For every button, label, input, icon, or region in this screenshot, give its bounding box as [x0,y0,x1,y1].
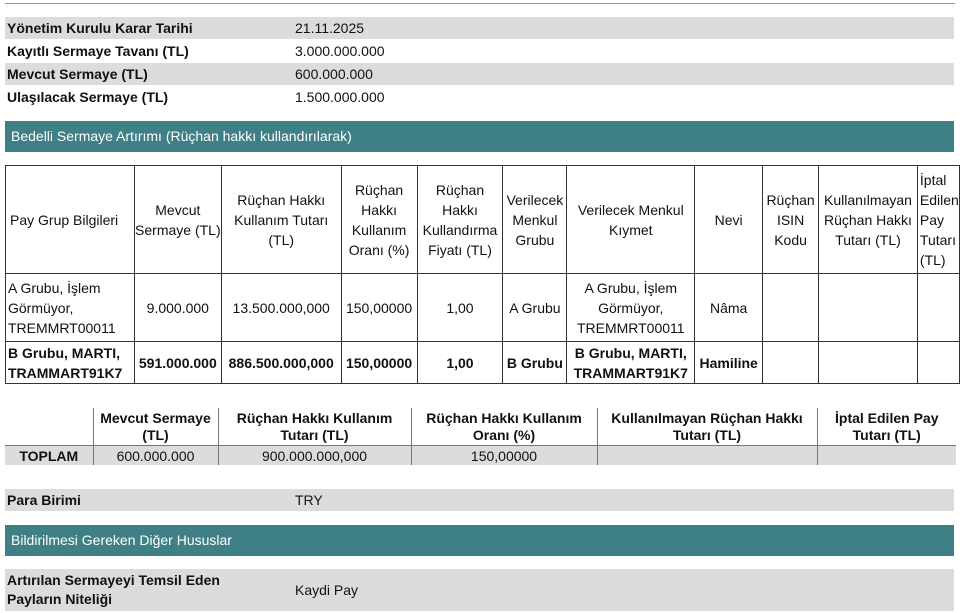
target-capital-label: Ulaşılacak Sermaye (TL) [7,89,169,105]
table-header-row [6,166,960,274]
decision-date-value: 21.11.2025 [295,20,365,36]
current-capital-row [5,63,954,85]
table-cell: 9.000.000 [134,274,221,342]
column-header: Mevcut Sermaye (TL) [93,408,218,446]
table-cell [597,446,817,466]
table-cell: B Grubu, MARTI, TRAMMART91K7 [6,342,135,384]
target-capital-value: 1.500.000.000 [295,89,385,105]
registered-capital-ceiling-label: Kayıtlı Sermaye Tavanı (TL) [7,43,189,59]
table-cell [763,274,819,342]
total-row [5,446,956,466]
column-header: Rüçhan Hakkı Kullanım Oranı (%) [411,408,597,446]
table-cell [819,342,918,384]
column-header: Rüçhan Hakkı Kullanım Tutarı (TL) [221,166,341,274]
table-cell [917,274,959,342]
section-header-other-matters [5,525,954,556]
share-nature-label: Artırılan Sermayeyi Temsil Eden Payların Niteliği [7,572,220,607]
table-cell: 886.500.000,000 [221,342,341,384]
column-header: Pay Grup Bilgileri [6,166,135,274]
column-header: Kullanılmayan Rüçhan Hakkı Tutarı (TL) [819,166,918,274]
column-header: Verilecek Menkul Grubu [503,166,567,274]
total-label: TOPLAM [5,446,93,466]
table-cell [819,274,918,342]
table-cell [763,342,819,384]
column-header: Rüçhan Hakkı Kullanım Tutarı (TL) [218,408,411,446]
table-cell [917,342,959,384]
column-header: Nevi [695,166,763,274]
column-header: Kullanılmayan Rüçhan Hakkı Tutarı (TL) [597,408,817,446]
section-header-rights-issue [5,121,954,152]
table-cell: 1,00 [417,342,503,384]
share-nature-row [5,569,954,611]
table-cell: 150,00000 [341,274,417,342]
currency-row [5,489,954,511]
blank-header-cell [5,408,93,446]
section-title: Bildirilmesi Gereken Diğer Hususlar [11,532,232,548]
current-capital-label: Mevcut Sermaye (TL) [7,66,148,82]
table-cell: 150,00000 [411,446,597,466]
table-cell: A Grubu, İşlem Görmüyor, TREMMRT00011 [6,274,135,342]
section-title: Bedelli Sermaye Artırımı (Rüçhan hakkı kullandırılarak) [11,128,352,144]
column-header: İptal Edilen Pay Tutarı (TL) [817,408,956,446]
column-header: Rüçhan Hakkı Kullanım Oranı (%) [341,166,417,274]
column-header: Rüçhan Hakkı Kullandırma Fiyatı (TL) [417,166,503,274]
table-cell: 150,00000 [341,342,417,384]
table-cell: A Grubu, İşlem Görmüyor, TREMMRT00011 [567,274,695,342]
column-header: Verilecek Menkul Kıymet [567,166,695,274]
total-table [5,408,956,465]
column-header: İptal Edilen Pay Tutarı (TL) [917,166,959,274]
target-capital-row [5,86,954,108]
table-cell: 600.000.000 [93,446,218,466]
table-cell: 1,00 [417,274,503,342]
column-header: Mevcut Sermaye (TL) [134,166,221,274]
registered-capital-ceiling-row [5,40,954,62]
table-cell: Hamiline [695,342,763,384]
total-header-row [5,408,956,446]
table-row [6,342,960,384]
decision-date-row [5,17,954,39]
current-capital-value: 600.000.000 [295,66,373,82]
share-nature-value: Kaydi Pay [295,582,359,598]
decision-date-label: Yönetim Kurulu Karar Tarihi [7,20,193,36]
table-cell: Nâma [695,274,763,342]
table-row [6,274,960,342]
table-cell: B Grubu [503,342,567,384]
table-cell: A Grubu [503,274,567,342]
rights-issue-table [5,165,960,384]
table-cell [817,446,956,466]
currency-label: Para Birimi [7,492,81,508]
top-divider [5,3,955,4]
table-cell: 591.000.000 [134,342,221,384]
table-cell: B Grubu, MARTI, TRAMMART91K7 [567,342,695,384]
table-cell: 900.000.000,000 [218,446,411,466]
column-header: Rüçhan ISIN Kodu [763,166,819,274]
currency-value: TRY [295,492,323,508]
registered-capital-ceiling-value: 3.000.000.000 [295,43,385,59]
table-cell: 13.500.000,000 [221,274,341,342]
